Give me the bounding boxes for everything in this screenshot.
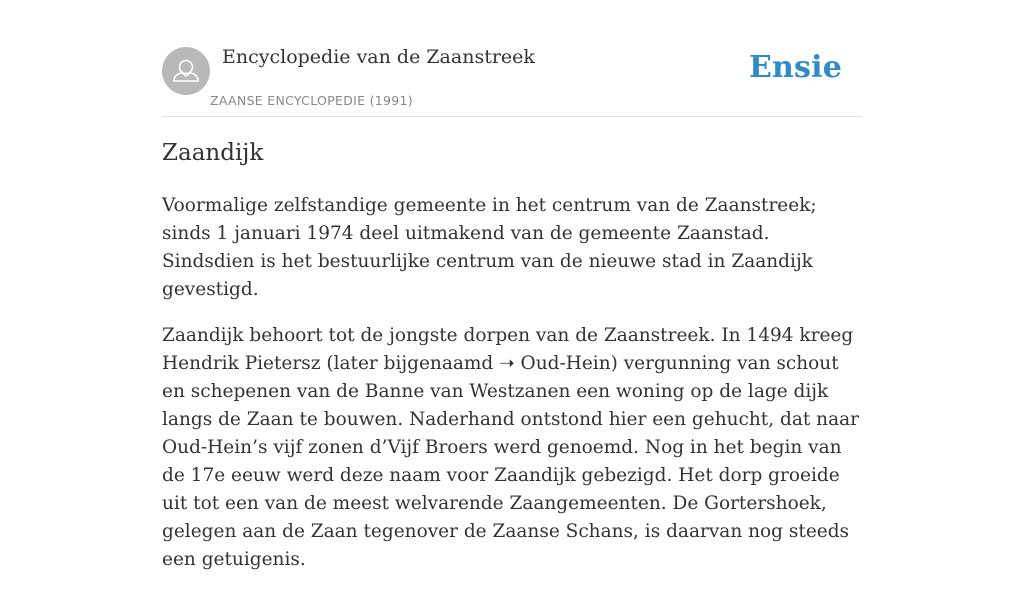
entry-title: Zaandijk (162, 140, 264, 166)
source-header (162, 46, 862, 117)
user-icon (162, 47, 210, 95)
source-title[interactable]: Encyclopedie van de Zaanstreek (222, 46, 535, 68)
entry-body (162, 192, 862, 592)
entry-paragraph-1: Voormalige zelfstandige gemeente in het centrum van de Zaanstreek; sinds 1 januari 1974 deel uitmakend van de gemeente Zaanstad. Sindsdien is het bestuurlijke centrum van de nieuwe stad in Zaandijk gevestigd. (162, 195, 817, 300)
brand-logo[interactable]: Ensie (748, 50, 842, 85)
source-avatar[interactable] (162, 47, 210, 95)
source-subtitle: ZAANSE ENCYCLOPEDIE (1991) (210, 93, 413, 108)
entry-paragraph-2: Zaandijk behoort tot de jongste dorpen van de Zaanstreek. In 1494 kreeg Hendrik Pietersz (later bijgenaamd ➝ Oud-Hein) vergunning van schout en schepenen van de Banne van Westzanen een woning op de lage dijk langs de Zaan te bouwen. Naderhand ontstond hier een gehucht, dat naar Oud-Hein’s vijf zonen d’Vijf Broers werd genoemd. Nog in het begin van de 17e eeuw werd deze naam voor Zaandijk gebezigd. Het dorp groeide uit tot een van de meest welvarende Zaangemeenten. De Gortershoek, gelegen aan de Zaan tegenover de Zaanse Schans, is daarvan nog steeds een getuigenis. (162, 325, 859, 570)
